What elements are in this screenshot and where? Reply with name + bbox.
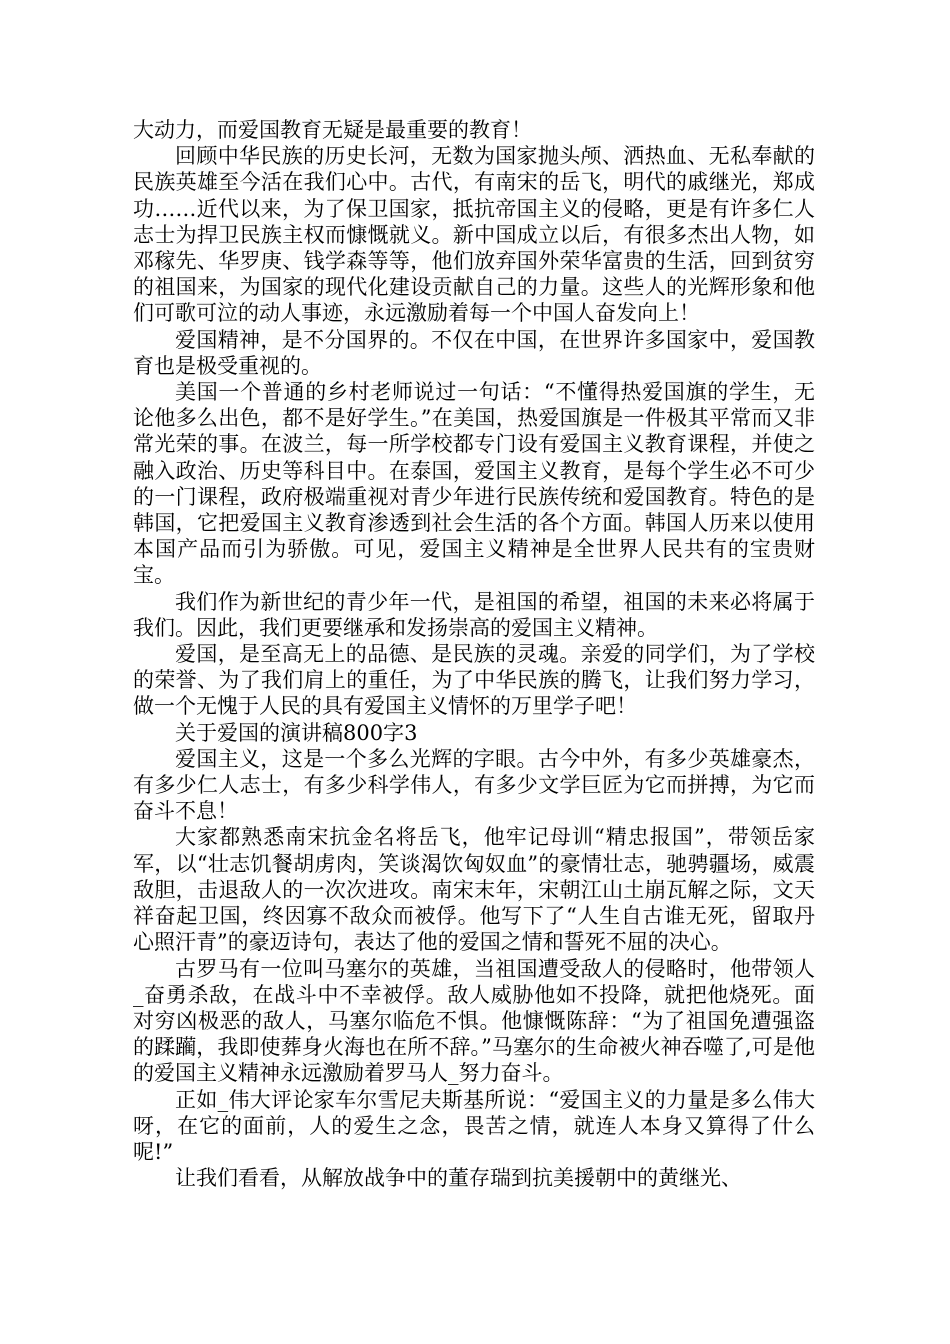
paragraph: 大家都熟悉南宋抗金名将岳飞，他牢记母训“精忠报国”，带领岳家军，以“壮志饥餐胡虏肉，笑谈渴饮匈奴血”的豪情壮志，驰骋疆场，威震敌胆，击退敌人的一次次进攻。南宋末年，宋朝江山土崩瓦解之际，文天祥奋起卫国，终因寡不敌众而被俘。他写下了“人生自古谁无死，留取丹心照汗青”的豪迈诗句，表达了他的爱国之情和誓死不屈的决心。 xyxy=(133,825,815,955)
paragraph: 让我们看看，从解放战争中的董存瑞到抗美援朝中的黄继光、 xyxy=(175,1166,742,1191)
paragraph: 正如_伟大评论家车尔雪尼夫斯基所说：“爱国主义的力量是多么伟大呀，在它的面前，人的爱生之念，畏苦之情，就连人本身又算得了什么呢!” xyxy=(133,1087,815,1164)
document-body xyxy=(133,117,815,1191)
paragraph: 爱国主义，这是一个多么光辉的字眼。古今中外，有多少英雄豪杰，有多少仁人志士，有多少科学伟人，有多少文学巨匠为它而拼搏，为它而奋斗不息！ xyxy=(133,746,815,824)
paragraph: 美国一个普通的乡村老师说过一句话：“不懂得热爱国旗的学生，无论他多么出色，都不是好学生。”在美国，热爱国旗是一件极其平常而又非常光荣的事。在波兰，每一所学校都专门设有爱国主义教育课程，并使之融入政治、历史等科目中。在泰国，爱国主义教育，是每个学生必不可少的一门课程，政府极端重视对青少年进行民族传统和爱国教育。特色的是韩国，它把爱国主义教育渗透到社会生活的各个方面。韩国人历来以使用本国产品而引为骄傲。可见，爱国主义精神是全世界人民共有的宝贵财宝。 xyxy=(133,380,815,588)
paragraph: 爱国，是至高无上的品德、是民族的灵魂。亲爱的同学们，为了学校的荣誉、为了我们肩上的重任，为了中华民族的腾飞，让我们努力学习，做一个无愧于人民的具有爱国主义情怀的万里学子吧！ xyxy=(133,642,815,719)
paragraph-continuation: 大动力，而爱国教育无疑是最重要的教育！ xyxy=(133,118,532,142)
section-heading: 关于爱国的演讲稿800字3 xyxy=(175,720,418,745)
paragraph: 爱国精神，是不分国界的。不仅在中国，在世界许多国家中，爱国教育也是极受重视的。 xyxy=(133,327,815,378)
paragraph: 回顾中华民族的历史长河，无数为国家抛头颅、洒热血、无私奉献的民族英雄至今活在我们心中。古代，有南宋的岳飞，明代的戚继光，郑成功……近代以来，为了保卫国家，抵抗帝国主义的侵略，更是有许多仁人志士为捍卫民族主权而慷慨就义。新中国成立以后，有很多杰出人物，如邓稼先、华罗庚、钱学森等等，他们放弃国外荣华富贵的生活，回到贫穷的祖国来，为国家的现代化建设贡献自己的力量。这些人的光辉形象和他们可歌可泣的动人事迹，永远激励着每一个中国人奋发向上！ xyxy=(133,144,815,326)
paragraph: 古罗马有一位叫马塞尔的英雄，当祖国遭受敌人的侵略时，他带领人_奋勇杀敌，在战斗中不幸被俘。敌人威胁他如不投降，就把他烧死。面对穷凶极恶的敌人，马塞尔临危不惧。他慷慨陈辞：“为了祖国免遭强盗的蹂躏，我即使葬身火海也在所不辞。”马塞尔的生命被火神吞噬了,可是他的爱国主义精神永远激励着罗马人_努力奋斗。 xyxy=(133,956,815,1086)
paragraph: 我们作为新世纪的青少年一代，是祖国的希望，祖国的未来必将属于我们。因此，我们更要继承和发扬崇高的爱国主义精神。 xyxy=(133,589,815,640)
